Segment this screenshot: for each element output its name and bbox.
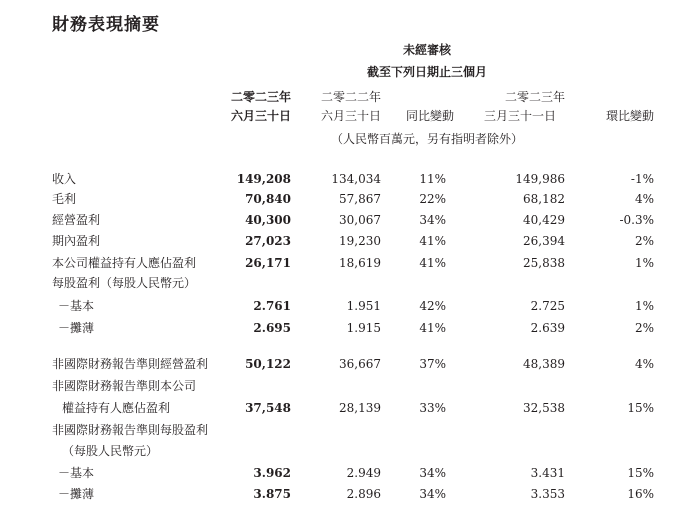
cell-c5: 1% — [634, 299, 654, 313]
unaudited-header: 未經審核 — [402, 43, 452, 57]
row-label: －攤薄 — [58, 321, 95, 335]
cell-c2: 28,139 — [339, 401, 381, 415]
row-label: 收入 — [52, 172, 77, 186]
cell-c2: 1.915 — [346, 321, 381, 335]
cell-c1: 2.695 — [253, 321, 291, 335]
row-label: 非國際財務報告準則經營盈利 — [52, 357, 209, 371]
cell-c4: 2.639 — [530, 321, 565, 335]
cell-c5: 15% — [627, 466, 654, 480]
cell-c4: 32,538 — [523, 401, 565, 415]
units-note: （人民幣百萬元，另有指明者除外） — [330, 132, 524, 146]
cell-c1: 50,122 — [245, 357, 291, 371]
cell-c2: 30,067 — [339, 213, 381, 227]
cell-c4: 26,394 — [523, 234, 565, 248]
col5-header: 環比變動 — [605, 109, 654, 123]
col2-header-line1: 二零二二年 — [320, 90, 381, 104]
cell-c1: 40,300 — [245, 213, 291, 227]
row-label: 非國際財務報告準則本公司 — [52, 379, 197, 393]
cell-c1: 27,023 — [245, 234, 291, 248]
cell-c3: 11% — [419, 172, 446, 186]
cell-c5: 16% — [627, 487, 654, 501]
cell-c3: 37% — [419, 357, 446, 371]
cell-c2: 134,034 — [331, 172, 381, 186]
cell-c1: 70,840 — [245, 192, 291, 206]
cell-c5: -1% — [630, 172, 654, 186]
non-ifrs-eps-heading-row — [0, 420, 697, 440]
cell-c2: 57,867 — [339, 192, 381, 206]
eps-diluted-row — [0, 318, 697, 338]
non-ifrs-operating-profit-row — [0, 354, 697, 374]
cell-c3: 34% — [419, 487, 446, 501]
cell-c4: 25,838 — [523, 256, 565, 270]
col4-header-line2: 三月三十一日 — [483, 109, 556, 123]
row-label: 經營盈利 — [52, 213, 101, 227]
col4-header-line1: 二零二三年 — [504, 90, 565, 104]
cell-c5: 4% — [634, 357, 654, 371]
row-label: 非國際財務報告準則每股盈利 — [52, 423, 209, 437]
cell-c3: 41% — [419, 234, 446, 248]
cell-c1: 149,208 — [236, 172, 291, 186]
row-label: 每股盈利（每股人民幣元） — [52, 276, 197, 290]
col2-header-line2: 六月三十日 — [320, 109, 381, 123]
row-label: －基本 — [58, 299, 95, 313]
cell-c4: 68,182 — [523, 192, 565, 206]
cell-c5: 15% — [627, 401, 654, 415]
cell-c4: 3.431 — [530, 466, 565, 480]
col1-header-line1: 二零二三年 — [230, 90, 291, 104]
cell-c3: 41% — [419, 256, 446, 270]
cell-c4: 3.353 — [530, 487, 565, 501]
row-label: 毛利 — [52, 192, 77, 206]
cell-c2: 19,230 — [339, 234, 381, 248]
cell-c5: 2% — [634, 321, 654, 335]
eps-basic-row — [0, 296, 697, 316]
non-ifrs-eps-diluted-row — [0, 484, 697, 504]
cell-c2: 18,619 — [339, 256, 381, 270]
cell-c1: 26,171 — [245, 256, 291, 270]
cell-c3: 41% — [419, 321, 446, 335]
cell-c2: 2.896 — [346, 487, 381, 501]
cell-c5: -0.3% — [619, 213, 654, 227]
cell-c1: 3.875 — [253, 487, 291, 501]
period-profit-row — [0, 231, 697, 251]
non-ifrs-attributable-heading-row — [0, 376, 697, 396]
cell-c5: 4% — [634, 192, 654, 206]
row-label: （每股人民幣元） — [62, 444, 159, 458]
cell-c5: 2% — [634, 234, 654, 248]
cell-c3: 22% — [419, 192, 446, 206]
non-ifrs-attributable-profit-row — [0, 398, 697, 418]
cell-c3: 33% — [419, 401, 446, 415]
cell-c1: 37,548 — [245, 401, 291, 415]
cell-c5: 1% — [634, 256, 654, 270]
cell-c4: 2.725 — [530, 299, 565, 313]
row-label: 期內盈利 — [52, 234, 101, 248]
col3-header: 同比變動 — [405, 109, 454, 123]
cell-c1: 3.962 — [253, 466, 291, 480]
cell-c4: 149,986 — [515, 172, 565, 186]
attributable-profit-row — [0, 253, 697, 273]
row-label: －基本 — [58, 466, 95, 480]
cell-c2: 36,667 — [339, 357, 381, 371]
cell-c3: 42% — [419, 299, 446, 313]
non-ifrs-eps-unit-row — [0, 441, 697, 461]
cell-c4: 40,429 — [523, 213, 565, 227]
cell-c1: 2.761 — [253, 299, 291, 313]
cell-c2: 2.949 — [346, 466, 381, 480]
cell-c2: 1.951 — [346, 299, 381, 313]
cell-c4: 48,389 — [523, 357, 565, 371]
operating-profit-row — [0, 210, 697, 230]
page-title: 財務表現摘要 — [52, 15, 160, 35]
row-label: 權益持有人應佔盈利 — [62, 401, 171, 415]
cell-c3: 34% — [419, 466, 446, 480]
gross-profit-row — [0, 189, 697, 209]
row-label: 本公司權益持有人應佔盈利 — [52, 256, 197, 270]
revenue-row — [0, 169, 697, 189]
col1-header-line2: 六月三十日 — [230, 109, 291, 123]
cell-c3: 34% — [419, 213, 446, 227]
eps-heading-row — [0, 273, 697, 293]
period-header: 截至下列日期止三個月 — [366, 65, 488, 79]
row-label: －攤薄 — [58, 487, 95, 501]
non-ifrs-eps-basic-row — [0, 463, 697, 483]
